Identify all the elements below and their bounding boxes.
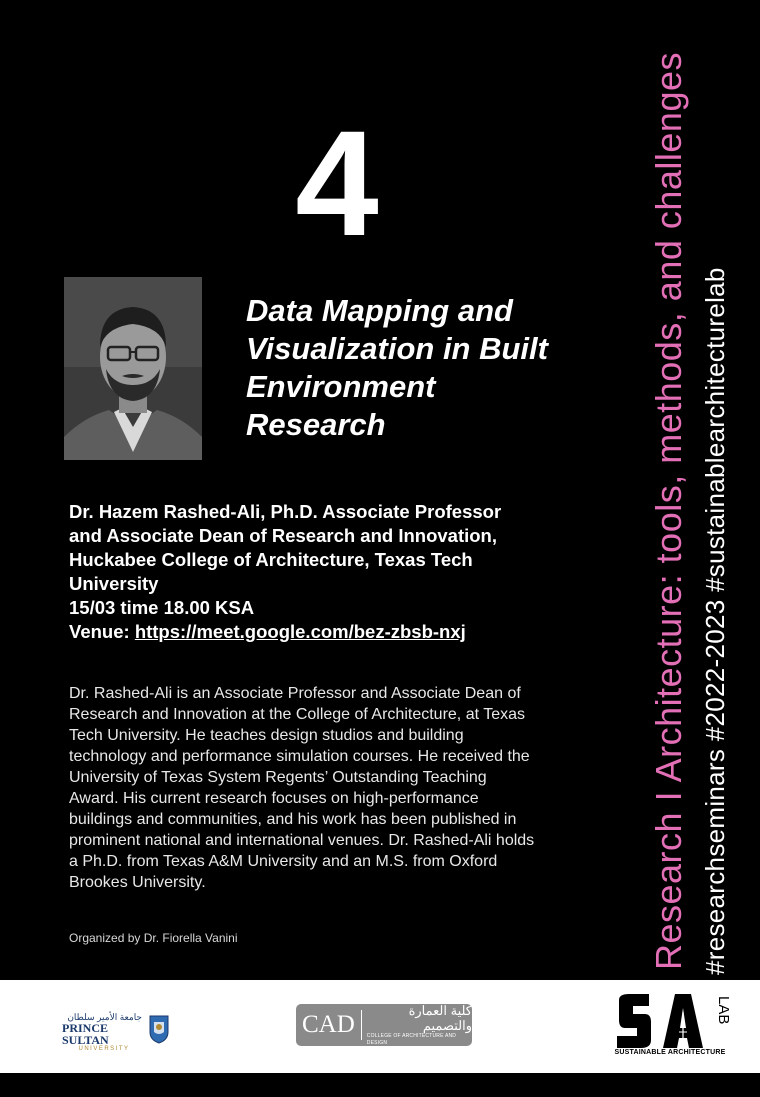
bio-line: technology and performance simulation courses. He received the <box>69 748 530 765</box>
bio-line: University of Texas System Regents’ Outstanding Teaching <box>69 769 487 786</box>
title-line: Visualization in Built <box>246 331 548 366</box>
speaker-bio <box>69 683 599 893</box>
bio-line: Tech University. He teaches design studios and building <box>69 727 464 744</box>
bio-line: Research and Innovation at the College of Architecture, at Texas <box>69 706 525 723</box>
speaker-line: and Associate Dean of Research and Innovation, <box>69 525 498 546</box>
speaker-info <box>69 500 589 644</box>
title-line: Research <box>246 407 386 442</box>
cad-english: COLLEGE OF ARCHITECTURE AND DESIGN <box>366 1033 457 1046</box>
bottom-strip <box>0 1073 760 1097</box>
seminar-datetime: 15/03 time 18.00 KSA <box>69 597 255 618</box>
psu-sub: UNIVERSITY <box>78 1046 130 1052</box>
venue <box>69 620 589 644</box>
bio-line: Award. His current research focuses on high-performance <box>69 790 479 807</box>
cad-text <box>362 1003 472 1047</box>
cad-logo <box>296 1004 472 1046</box>
bio-line: buildings and communities, and his work has been published in <box>69 811 517 828</box>
title-line: Environment <box>246 369 436 404</box>
bio-line: Dr. Rashed-Ali is an Associate Professor and Associate Dean of <box>69 685 521 702</box>
cad-arabic: كلية العمارة والتصميم <box>408 1003 472 1033</box>
hashtags: #researchseminars #2022-2023 #sustainablearchitecturelab <box>700 267 730 975</box>
speaker-line: Dr. Hazem Rashed-Ali, Ph.D. Associate Professor <box>69 501 502 522</box>
bio-line: Brookes University. <box>69 874 206 891</box>
series-title: Research I Architecture: tools, methods, and challenges <box>648 52 689 970</box>
bio-line: prominent national and international venues. Dr. Rashed-Ali holds <box>69 832 535 849</box>
seminar-number: 4 <box>295 99 375 267</box>
psu-logo <box>62 1012 174 1052</box>
sa-lab-caption: SUSTAINABLE ARCHITECTURE <box>614 1049 726 1056</box>
organizer: Organized by Dr. Fiorella Vanini <box>69 931 238 945</box>
psu-name: PRINCE SULTAN <box>62 1021 109 1047</box>
venue-link[interactable]: https://meet.google.com/bez-zbsb-nxj <box>134 621 466 642</box>
cad-acronym: CAD <box>296 1010 362 1040</box>
title-line: Data Mapping and <box>246 293 513 328</box>
seminar-title <box>246 292 606 444</box>
psu-crest-icon <box>148 1014 170 1044</box>
speaker-line: Huckabee College of Architecture, Texas Tech <box>69 549 473 570</box>
speaker-portrait-icon <box>64 277 202 460</box>
speaker-photo <box>64 277 202 460</box>
psu-arabic-name: جامعة الأمير سلطان <box>67 1012 142 1022</box>
sa-lab-word: LAB <box>715 996 732 1025</box>
venue-label: Venue: <box>69 621 130 642</box>
bio-line: a Ph.D. from Texas A&M University and an M.S. from Oxford <box>69 853 498 870</box>
speaker-line: University <box>69 573 159 594</box>
